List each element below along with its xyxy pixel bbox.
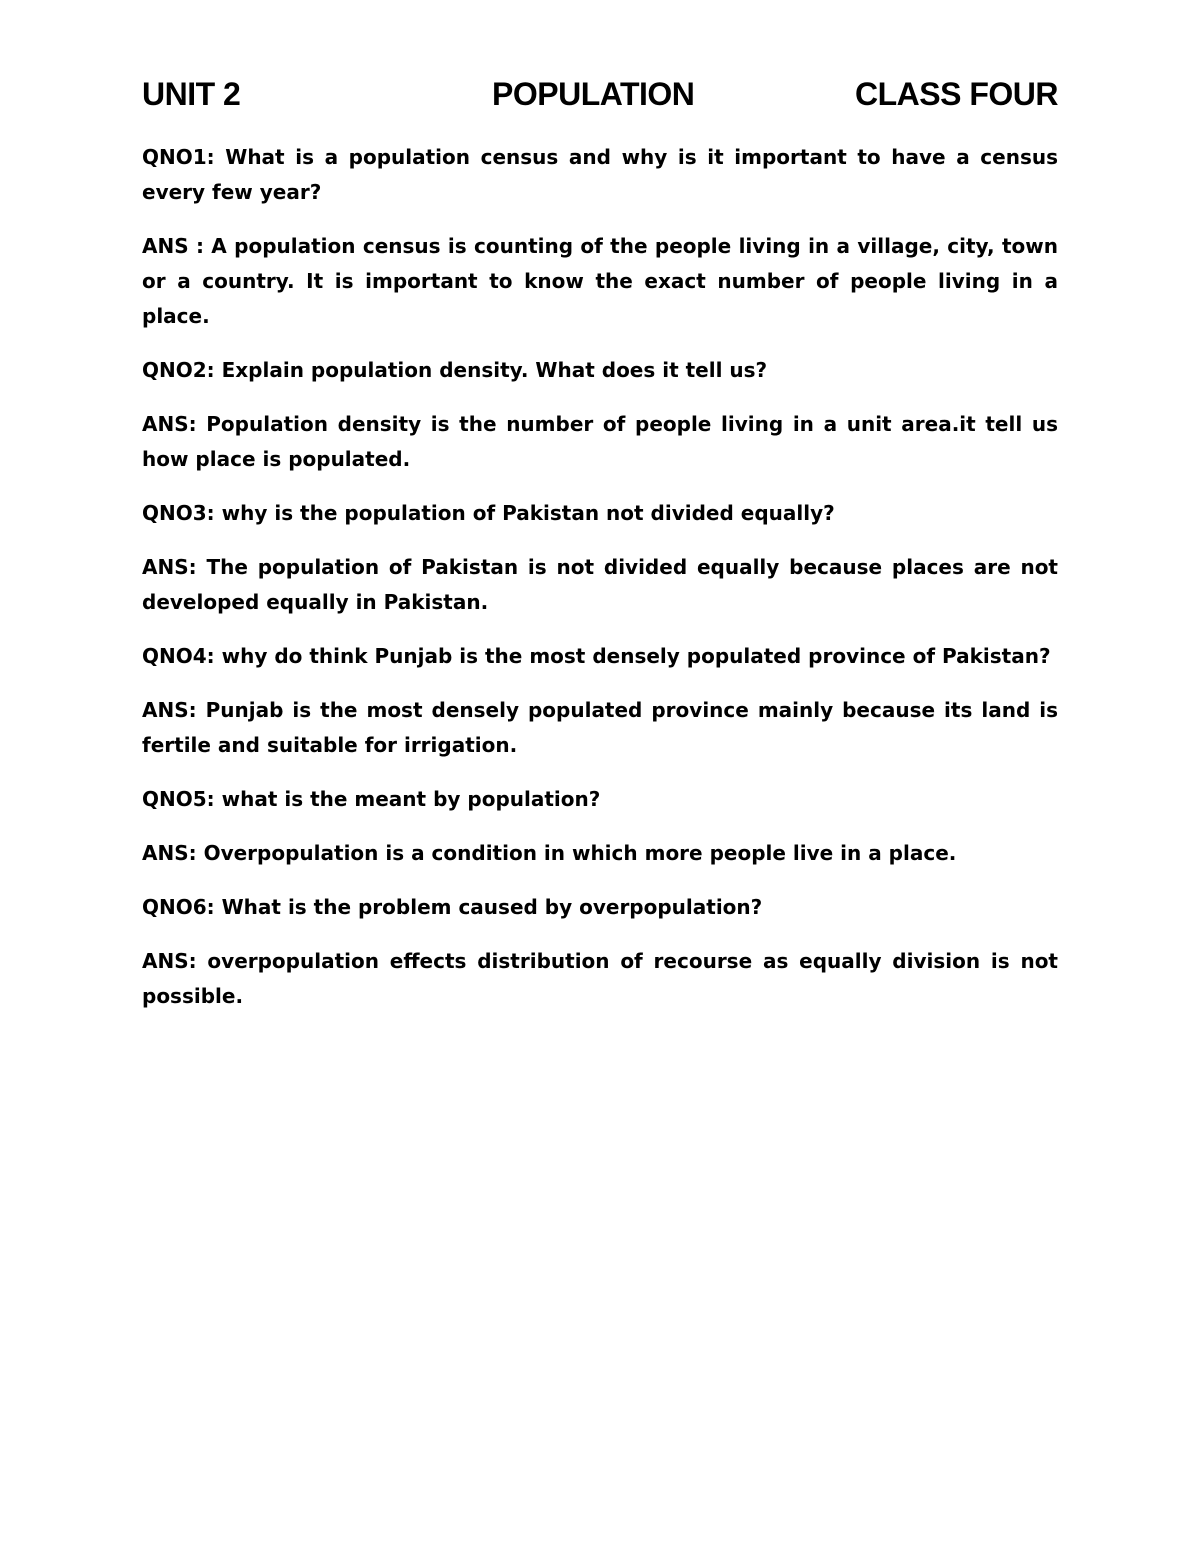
- answer-6: ANS: overpopulation effects distribution of recourse as equally division is not possible.: [142, 949, 1058, 1008]
- unit-label: UNIT 2: [142, 76, 241, 112]
- answer-2: ANS: Population density is the number of people living in a unit area.it tell us how place is populated.: [142, 412, 1058, 471]
- question-5: QNO5: what is the meant by population?: [142, 787, 601, 811]
- question-1: QNO1: What is a population census and why is it important to have a census every few year?: [142, 145, 1058, 204]
- question-6: QNO6: What is the problem caused by overpopulation?: [142, 895, 763, 919]
- question-2: QNO2: Explain population density. What does it tell us?: [142, 358, 768, 382]
- question-3: QNO3: why is the population of Pakistan not divided equally?: [142, 501, 835, 525]
- page-header: [142, 76, 1058, 116]
- answer-3: ANS: The population of Pakistan is not divided equally because places are not developed equally in Pakistan.: [142, 555, 1058, 614]
- qa-content: [142, 140, 1058, 1033]
- class-label: CLASS FOUR: [855, 76, 1058, 112]
- topic-title: POPULATION: [492, 76, 695, 112]
- question-4: QNO4: why do think Punjab is the most densely populated province of Pakistan?: [142, 644, 1051, 668]
- answer-1: ANS : A population census is counting of the people living in a village, city, town or a country. It is important to know the exact number of people living in a place.: [142, 234, 1058, 328]
- answer-5: ANS: Overpopulation is a condition in which more people live in a place.: [142, 841, 957, 865]
- answer-4: ANS: Punjab is the most densely populated province mainly because its land is fertile and suitable for irrigation.: [142, 698, 1058, 757]
